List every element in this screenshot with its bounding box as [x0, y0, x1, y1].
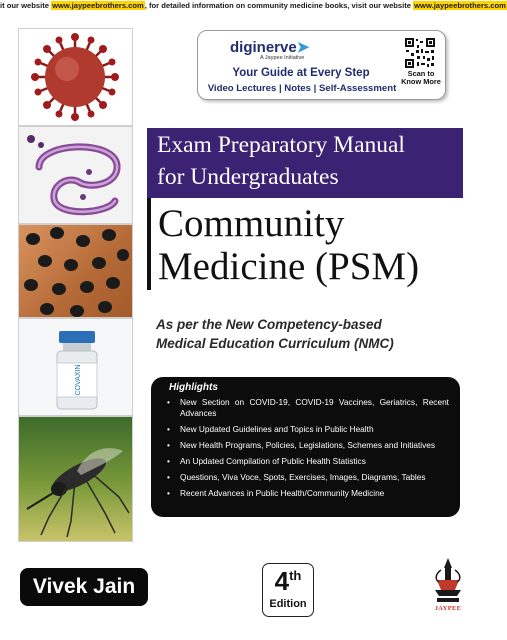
coronavirus-image: [18, 28, 133, 126]
highlight-item: • Recent Advances in Public Health/Community Medicine: [165, 488, 449, 499]
qr-code-icon[interactable]: [404, 37, 436, 69]
vaccine-label: COVAXIN: [75, 364, 82, 396]
author-name: Vivek Jain: [20, 568, 148, 606]
diginerve-subtitle: A Jaypee Initiative: [260, 55, 305, 61]
mosquito-image: [18, 416, 133, 542]
edition-digit: 4: [274, 566, 290, 596]
title-line-1: Exam Preparatory Manual: [157, 132, 405, 158]
edition-label: Edition: [269, 598, 307, 610]
title-divider: [147, 198, 151, 290]
highlight-item: • New Updated Guidelines and Topics in Public Health: [165, 424, 449, 435]
highlight-item: • New Health Programs, Policies, Legislations, Schemes and Initiatives: [165, 440, 449, 451]
banner-url-1[interactable]: www.jaypeebrothers.com: [52, 1, 144, 10]
highlight-item: • An Updated Compilation of Public Health Statistics: [165, 456, 449, 467]
curriculum-line-1: As per the New Competency-based: [156, 317, 382, 332]
highlights-list: [165, 397, 449, 504]
qr-scan-label: Scan to Know More: [401, 69, 441, 86]
highlights-heading: Highlights: [169, 382, 218, 393]
banner-middle-text: , for detailed information on community medicine books, visit our website: [144, 1, 414, 10]
curriculum-note: [156, 315, 394, 353]
publisher-logo: [431, 556, 465, 616]
diginerve-brand: diginerve: [230, 39, 297, 56]
edition-number: [263, 564, 313, 598]
main-title-line-1: Community: [158, 202, 345, 245]
arrow-icon: ➤: [296, 39, 310, 56]
title-band: [147, 128, 463, 198]
highlight-item: • New Section on COVID-19, COVID-19 Vaccines, Geriatrics, Recent Advances: [165, 397, 449, 418]
title-line-2: for Undergraduates: [157, 164, 339, 190]
highlight-item: • Questions, Viva Voce, Spots, Exercises, Images, Diagrams, Tables: [165, 472, 449, 483]
main-title-line-2: Medicine (PSM): [158, 245, 420, 288]
diginerve-badge[interactable]: [197, 30, 446, 100]
diginerve-logo: [230, 38, 309, 56]
banner-prefix: it our website: [0, 1, 52, 10]
highlights-box: [151, 377, 460, 517]
edition-suffix: th: [289, 568, 302, 583]
badge-features: Video Lectures | Notes | Self-Assessment: [207, 83, 397, 94]
vaccine-vial-image: [18, 318, 133, 416]
banner-url-2[interactable]: www.jaypeebrothers.com: [414, 1, 506, 10]
curriculum-line-2: Medical Education Curriculum (NMC): [156, 336, 394, 351]
black-seeds-image: [18, 224, 133, 318]
publisher-emblem-icon: [431, 556, 465, 604]
badge-tagline: Your Guide at Every Step: [232, 67, 370, 79]
top-banner: [0, 0, 506, 12]
publisher-name: JAYPEE: [434, 605, 462, 612]
edition-badge: [262, 563, 314, 617]
parasite-micrograph-image: [18, 126, 133, 224]
